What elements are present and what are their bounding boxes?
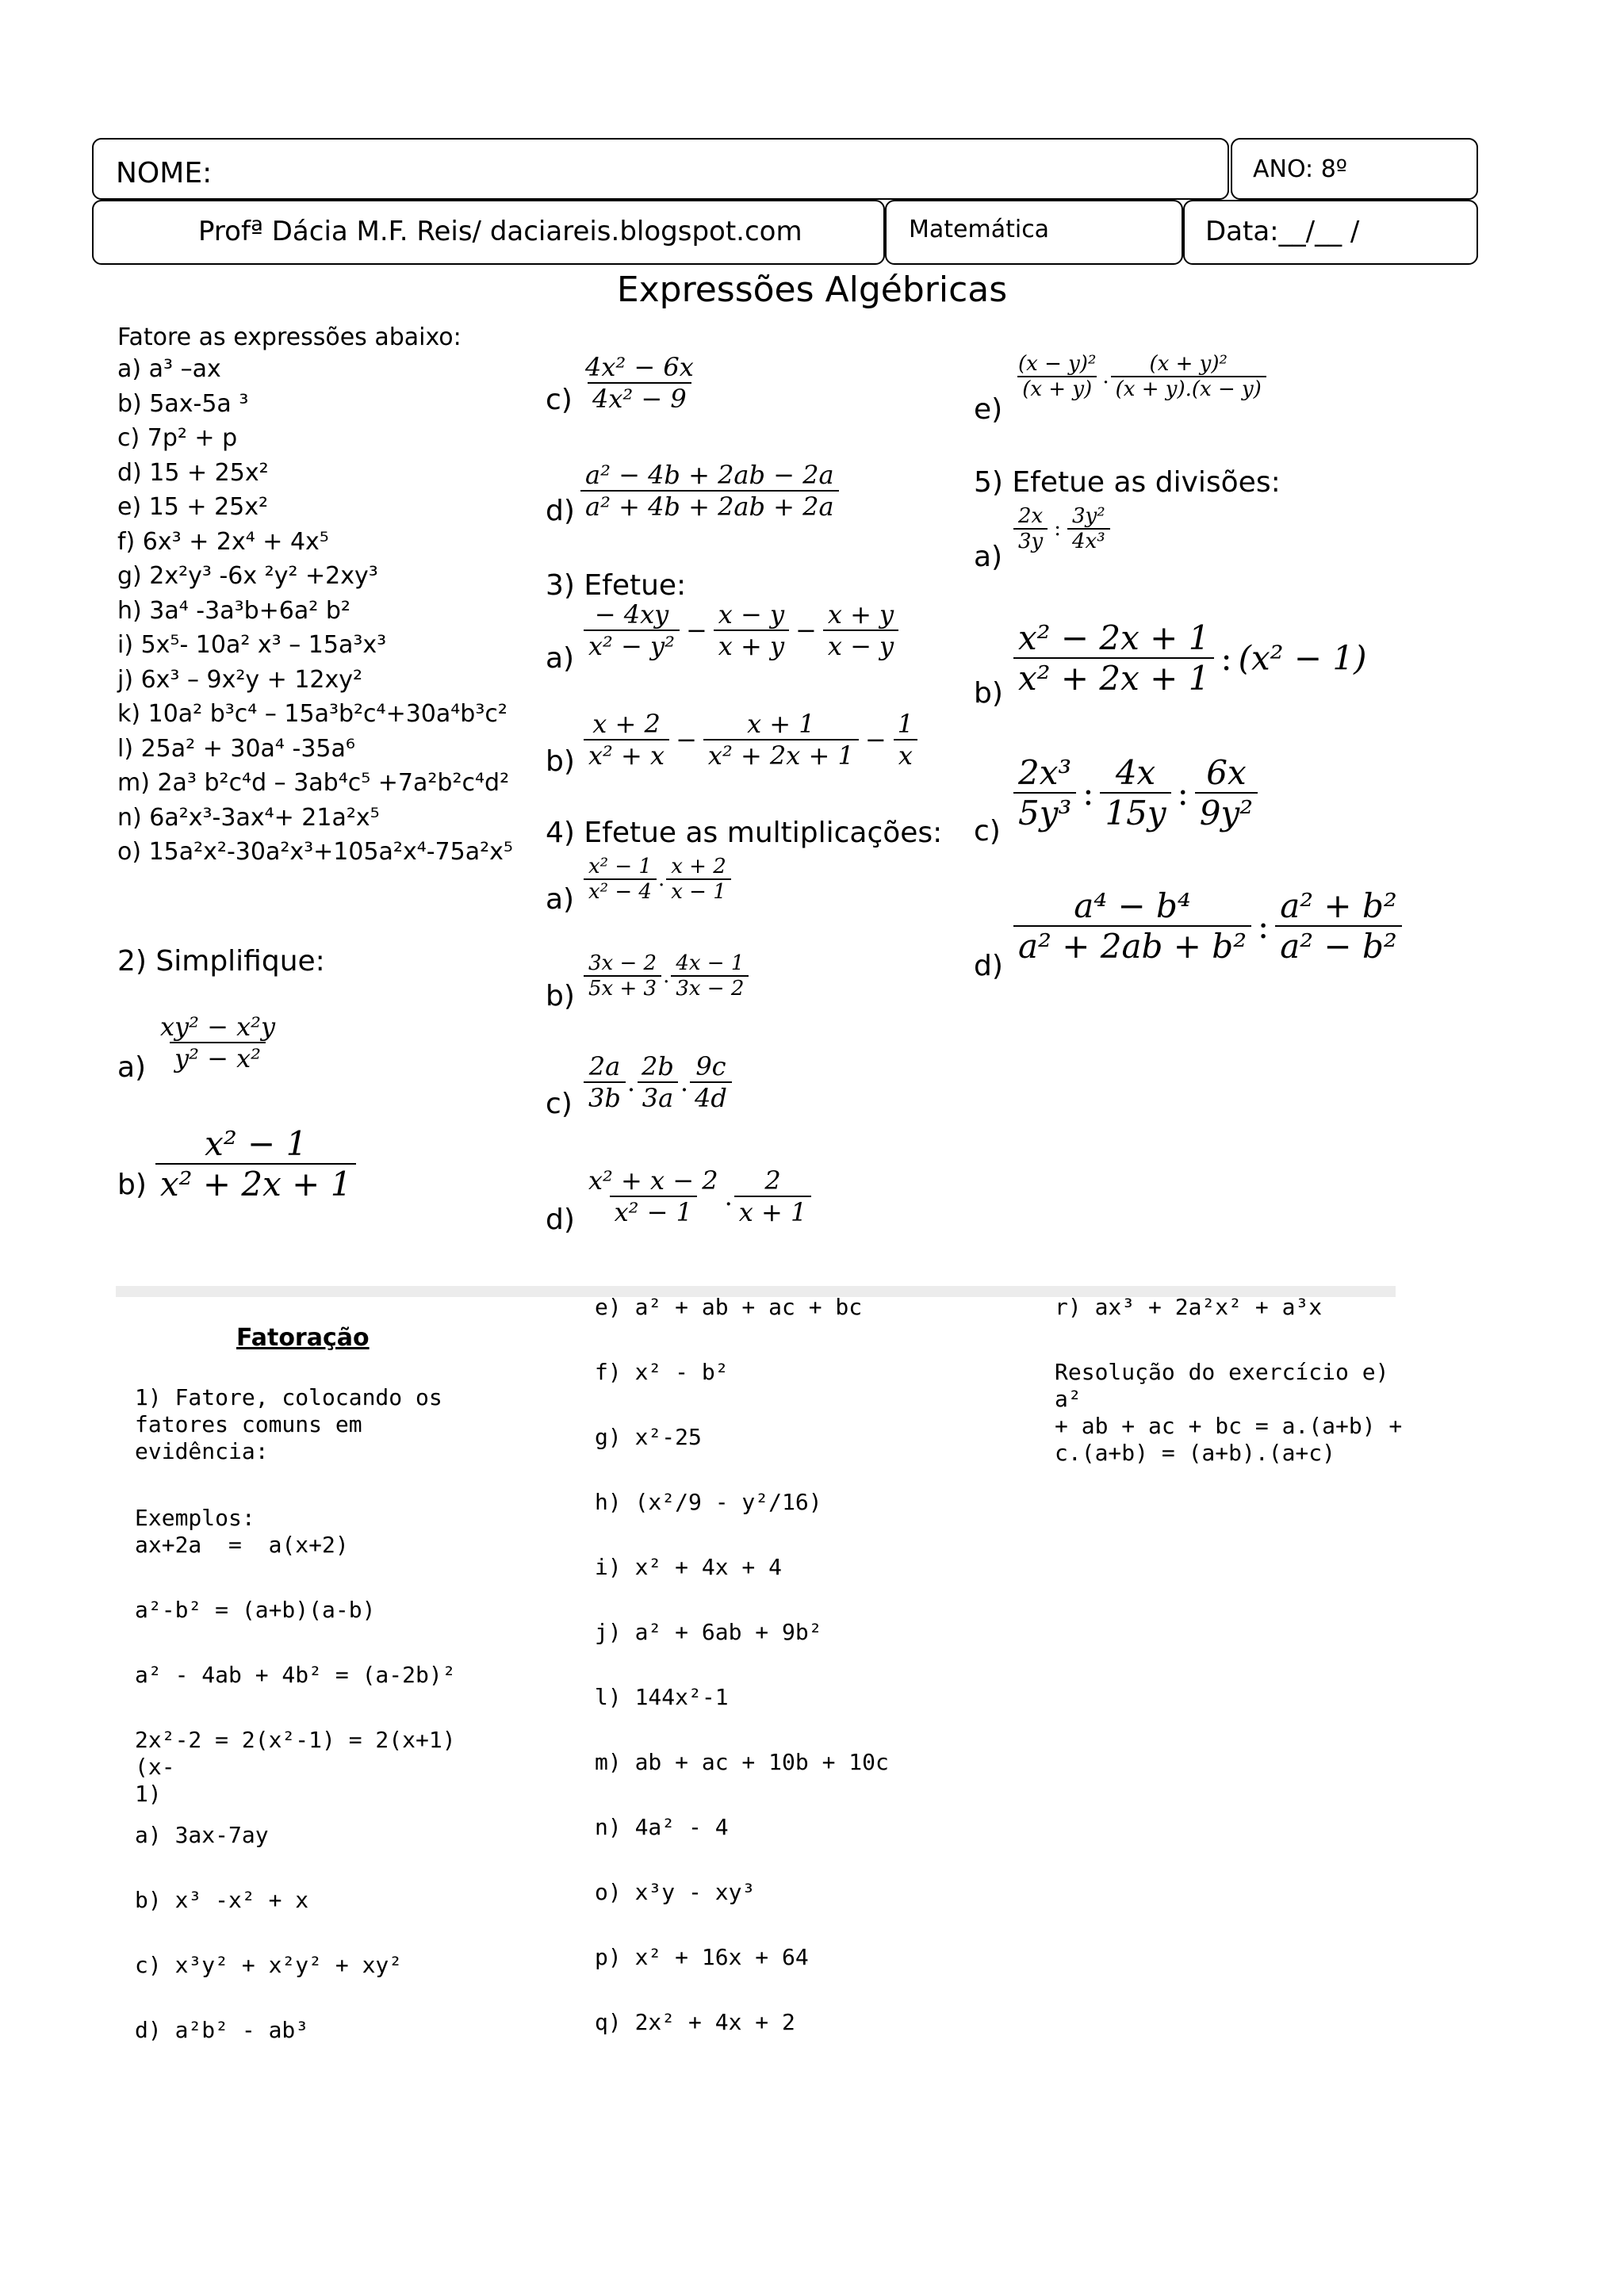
q5a-f1-den: 3y [1013, 528, 1048, 553]
teacher-text: Profª Dácia M.F. Reis/ daciareis.blogspot.com [198, 216, 802, 247]
q4a-op: . [657, 867, 665, 891]
q5c-f2-den: 15y [1100, 792, 1170, 832]
q5c-op1: : [1082, 773, 1094, 813]
q5a-f2-den: 4x³ [1067, 528, 1110, 553]
q4a-f2-den: x − 1 [666, 878, 731, 904]
fatoracao-title: Fatoração [236, 1324, 370, 1352]
q4c-expression [584, 1051, 732, 1113]
q4d-label: d) [546, 1203, 575, 1236]
q5d-f1-num: a⁴ − b⁴ [1074, 886, 1191, 925]
q4c-op2: . [680, 1067, 689, 1097]
q3a-op2: − [795, 615, 817, 645]
q4e-f1-num: (x − y)² [1018, 352, 1097, 376]
q5b-f1-num: x² − 2x + 1 [1018, 618, 1210, 657]
q1-item: n) 6a²x³-3ax⁴+ 21a²x⁵ [117, 803, 380, 832]
q2c-label: c) [546, 384, 573, 416]
q4a-expression [584, 855, 731, 904]
q1-item: b) 5ax-5a ³ [117, 389, 249, 418]
col2-entry: q) 2x² + 4x + 2 [595, 2009, 795, 2035]
q5a-f1-num: 2x [1018, 504, 1044, 528]
col2-entry: m) ab + ac + 10b + 10c [595, 1749, 889, 1775]
q4c-label: c) [546, 1088, 573, 1120]
q5c-f3-den: 9y² [1195, 792, 1258, 832]
q1-item: d) 15 + 25x² [117, 458, 269, 487]
ano-label: ANO: 8º [1253, 155, 1347, 183]
col2-entry: p) x² + 16x + 64 [595, 1944, 809, 1970]
q5c-expression [1013, 753, 1258, 832]
q2d-label: d) [546, 495, 575, 527]
q3a-f3-den: x − y [823, 629, 898, 661]
q2b-num: x² − 1 [205, 1124, 308, 1163]
q5c-f1-den: 5y³ [1013, 792, 1076, 832]
q4d-f2-num: 2 [764, 1165, 781, 1196]
q5d-f2-den: a² − b² [1275, 925, 1402, 966]
q5c-f1-num: 2x³ [1018, 753, 1072, 792]
q4b-expression [584, 951, 749, 1001]
q2c-fraction [580, 352, 699, 414]
q4c-f1-num: 2a [588, 1051, 621, 1081]
q4c-f1-den: 3b [584, 1081, 626, 1113]
q1-title: Fatore as expressões abaixo: [117, 323, 462, 351]
q4d-op: . [724, 1181, 733, 1211]
q2a-fraction [155, 1012, 280, 1073]
q3b-op2: − [864, 725, 887, 755]
q2d-fraction [580, 460, 839, 522]
q3a-label: a) [546, 642, 575, 675]
q4a-f2-num: x + 2 [671, 855, 726, 878]
q1-item: g) 2x²y³ -6x ²y² +2xy³ [117, 562, 378, 590]
col1-entry: c) x³y² + x²y² + xy² [135, 1952, 403, 1978]
q1-item: f) 6x³ + 2x⁴ + 4x⁵ [117, 527, 329, 556]
col1-entry: a²-b² = (a+b)(a-b) [135, 1597, 376, 1623]
col2-entry: h) (x²/9 - y²/16) [595, 1489, 822, 1515]
q5b-tail: (x² − 1) [1238, 638, 1367, 678]
q4b-f1-num: 3x − 2 [588, 951, 657, 975]
q4-title: 4) Efetue as multiplicações: [546, 817, 943, 849]
q5c-op2: : [1177, 773, 1189, 813]
col2-entry: f) x² - b² [595, 1359, 729, 1385]
q3a-f2-den: x + y [714, 629, 789, 661]
col2-entry: e) a² + ab + ac + bc [595, 1294, 863, 1320]
q5b-label: b) [974, 677, 1003, 710]
q4a-f1-num: x² − 1 [588, 855, 652, 878]
date-text: Data:__/__ / [1205, 216, 1360, 247]
page-title: Expressões Algébricas [616, 270, 1008, 310]
q4b-f1-den: 5x + 3 [584, 975, 661, 1001]
q4c-f2-den: 3a [638, 1081, 678, 1113]
q1-item: k) 10a² b³c⁴ – 15a³b²c⁴+30a⁴b³c² [117, 700, 508, 728]
q2a-den: y² − x² [170, 1042, 266, 1073]
q1-item: j) 6x³ – 9x²y + 12xy² [117, 665, 363, 694]
q2d-den: a² + 4b + 2ab + 2a [580, 490, 839, 522]
q4b-label: b) [546, 980, 575, 1012]
q4d-f2-den: x + 1 [734, 1196, 812, 1227]
q2b-den: x² + 2x + 1 [155, 1163, 356, 1203]
q1-item: l) 25a² + 30a⁴ -35a⁶ [117, 734, 355, 763]
q3b-f1-den: x² + x [584, 739, 669, 771]
q3b-f1-num: x + 2 [592, 709, 661, 739]
col1-entry: 1) Fatore, colocando os fatores comuns em evidência: [135, 1384, 442, 1464]
q3b-f2-num: x + 1 [747, 709, 815, 739]
q4a-f1-den: x² − 4 [584, 878, 657, 904]
col1-entry: a) 3ax-7ay [135, 1822, 269, 1848]
nome-box [92, 138, 1229, 200]
q2-title: 2) Simplifique: [117, 945, 325, 978]
col1-entry: Exemplos: ax+2a = a(x+2) [135, 1505, 349, 1558]
q3a-expression [584, 599, 898, 661]
q3b-op1: − [676, 725, 697, 755]
col2-entry: l) 144x²-1 [595, 1684, 729, 1710]
subject-text: Matemática [909, 216, 1050, 243]
q4b-op: . [663, 964, 670, 988]
q5b-expression [1013, 618, 1367, 698]
q1-item: a) a³ –ax [117, 355, 221, 383]
q5c-f2-num: 4x [1115, 753, 1156, 792]
q5b-f1-den: x² + 2x + 1 [1013, 657, 1214, 698]
q5d-f1-den: a² + 2ab + b² [1013, 925, 1251, 966]
q1-item: h) 3a⁴ -3a³b+6a² b² [117, 596, 350, 625]
q3a-f3-num: x + y [827, 599, 894, 629]
q5a-op: : [1054, 517, 1061, 541]
col1-entry: 2x²-2 = 2(x²-1) = 2(x+1)(x- 1) [135, 1727, 456, 1807]
q4c-f3-num: 9c [695, 1051, 726, 1081]
q2a-label: a) [117, 1051, 147, 1084]
q4d-f1-den: x² − 1 [610, 1196, 697, 1227]
q5-title: 5) Efetue as divisões: [974, 466, 1281, 499]
q4e-f1-den: (x + y) [1017, 376, 1097, 401]
col2-entry: g) x²-25 [595, 1424, 702, 1450]
q5d-f2-num: a² + b² [1280, 886, 1397, 925]
q1-item: c) 7p² + p [117, 424, 238, 452]
q2d-num: a² − 4b + 2ab − 2a [585, 460, 834, 490]
q4b-f2-den: 3x − 2 [671, 975, 749, 1001]
col2-entry: i) x² + 4x + 4 [595, 1554, 783, 1580]
q3a-f1-den: x² − y² [584, 629, 680, 661]
q4e-op: . [1102, 365, 1109, 388]
q5a-f2-num: 3y² [1072, 504, 1105, 528]
q5d-label: d) [974, 950, 1003, 982]
nome-label: NOME: [116, 157, 213, 189]
q4c-f2-num: 2b [642, 1051, 674, 1081]
q1-item: i) 5x⁵- 10a² x³ – 15a³x³ [117, 631, 387, 659]
q1-item: e) 15 + 25x² [117, 493, 269, 521]
q5a-expression [1013, 504, 1110, 553]
q4e-label: e) [974, 393, 1003, 426]
q3b-f2-den: x² + 2x + 1 [703, 739, 859, 771]
col1-entry: a² - 4ab + 4b² = (a-2b)² [135, 1662, 456, 1688]
q4e-f2-den: (x + y).(x − y) [1111, 376, 1266, 401]
q4a-label: a) [546, 883, 575, 916]
q3-title: 3) Efetue: [546, 569, 687, 602]
q3b-expression [584, 709, 918, 771]
q2c-den: 4x² − 9 [588, 382, 691, 414]
q4e-expression [1013, 352, 1266, 401]
q4b-f2-num: 4x − 1 [676, 951, 745, 975]
q5d-expression [1013, 886, 1402, 966]
col2-entry: o) x³y - xy³ [595, 1879, 756, 1905]
q2c-num: 4x² − 6x [585, 352, 694, 382]
q2b-label: b) [117, 1169, 147, 1201]
q4c-f3-den: 4d [690, 1081, 732, 1113]
q5b-op: : [1220, 638, 1232, 678]
q3b-label: b) [546, 745, 575, 778]
col2-entry: j) a² + 6ab + 9b² [595, 1619, 822, 1645]
q5d-op: : [1258, 906, 1270, 946]
q1-item: o) 15a²x²-30a²x³+105a²x⁴-75a²x⁵ [117, 838, 513, 866]
q3b-f3-den: x [894, 739, 917, 771]
q3a-f2-num: x − y [718, 599, 785, 629]
col3-entry: Resolução do exercício e) a² + ab + ac + bc = a.(a+b) + c.(a+b) = (a+b).(a+c) [1055, 1359, 1403, 1466]
col1-entry: d) a²b² - ab³ [135, 2017, 309, 2043]
q3a-f1-num: − 4xy [594, 599, 669, 629]
q5c-f3-num: 6x [1206, 753, 1247, 792]
q5a-label: a) [974, 541, 1003, 573]
q3b-f3-num: 1 [897, 709, 914, 739]
q2a-num: xy² − x²y [160, 1012, 276, 1042]
col2-entry: n) 4a² - 4 [595, 1814, 729, 1840]
q1-item: m) 2a³ b²c⁴d – 3ab⁴c⁵ +7a²b²c⁴d² [117, 769, 510, 797]
q3a-op1: − [685, 615, 707, 645]
q4e-f2-num: (x + y)² [1149, 352, 1228, 376]
q5c-label: c) [974, 815, 1001, 848]
q4d-expression [584, 1165, 811, 1227]
q4c-op1: . [626, 1067, 636, 1097]
q2b-fraction [155, 1124, 356, 1203]
q4d-f1-num: x² + x − 2 [588, 1165, 718, 1196]
col3-entry: r) ax³ + 2a²x² + a³x [1055, 1294, 1323, 1320]
col1-entry: b) x³ -x² + x [135, 1887, 309, 1913]
